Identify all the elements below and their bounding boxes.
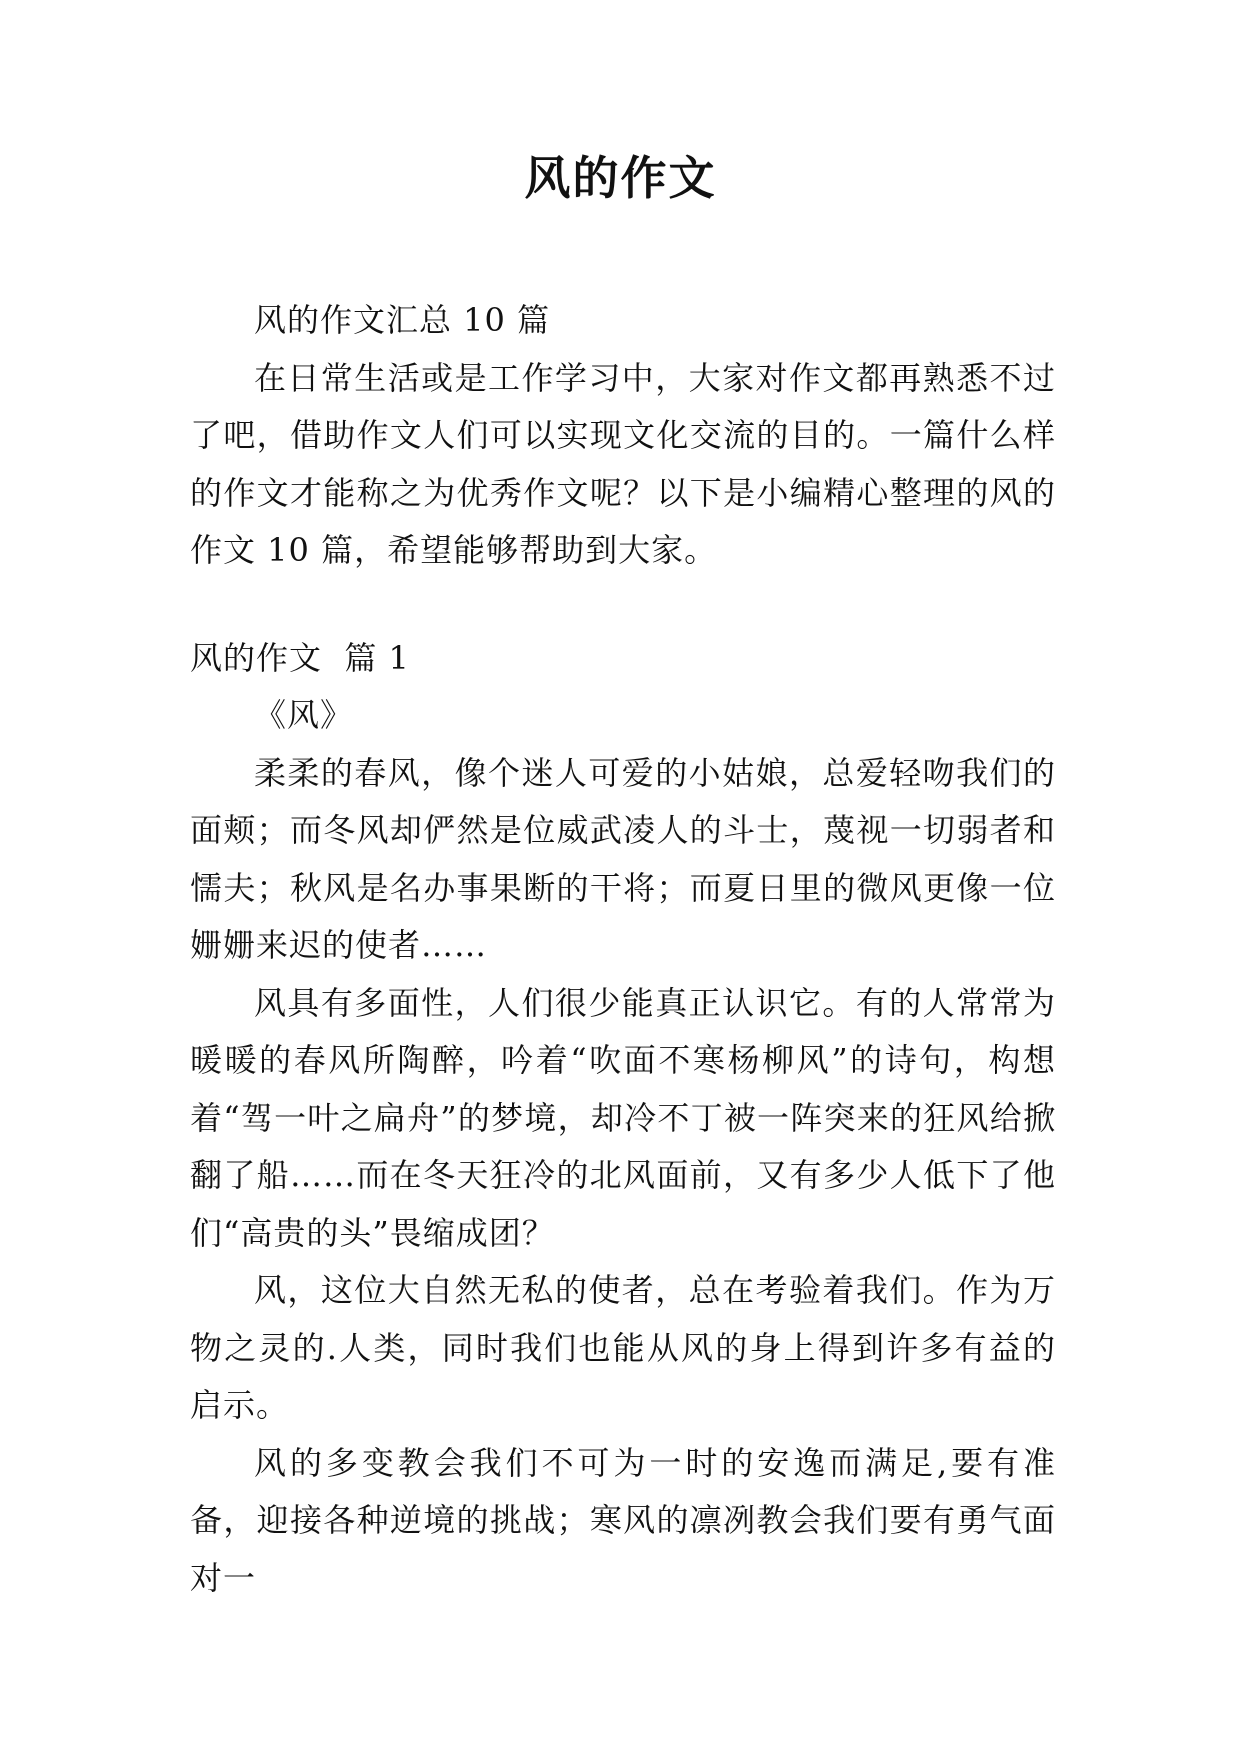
essay-paragraph: 风，这位大自然无私的使者，总在考验着我们。作为万物之灵的.人类，同时我们也能从风的身上得到许多有益的启示。 [190, 1271, 1056, 1424]
intro-paragraph: 在日常生活或是工作学习中，大家对作文都再熟悉不过了吧，借助作文人们可以实现文化交流的目的。一篇什么样的作文才能称之为优秀作文呢？以下是小编精心整理的风的作文 10 篇，希望能够帮助到大家。 [190, 358, 1056, 569]
document-subtitle: 风的作文汇总 10 篇 [254, 301, 551, 339]
essay-title: 《风》 [254, 696, 354, 734]
essay-paragraph: 风具有多面性，人们很少能真正认识它。有的人常常为暖暖的春风所陶醉，吟着“吹面不寒杨柳风”的诗句，构想着“驾一叶之扁舟”的梦境，却冷不丁被一阵突来的狂风给掀翻了船……而在冬天狂冷的北风面前，又有多少人低下了他们“高贵的头”畏缩成团？ [190, 983, 1056, 1252]
essay-paragraph: 柔柔的春风，像个迷人可爱的小姑娘，总爱轻吻我们的面颊；而冬风却俨然是位威武凌人的斗士，蔑视一切弱者和懦夫；秋风是名办事果断的干将；而夏日里的微风更像一位姗姗来迟的使者…… [190, 753, 1056, 964]
document-body [190, 292, 1056, 1607]
document-title: 风的作文 [524, 151, 717, 205]
essay-paragraph: 风的多变教会我们不可为一时的安逸而满足,要有准备，迎接各种逆境的挑战；寒风的凛冽教会我们要有勇气面对一 [190, 1443, 1056, 1597]
section-spacer [190, 580, 1056, 630]
section-heading: 风的作文 篇 1 [190, 638, 410, 677]
